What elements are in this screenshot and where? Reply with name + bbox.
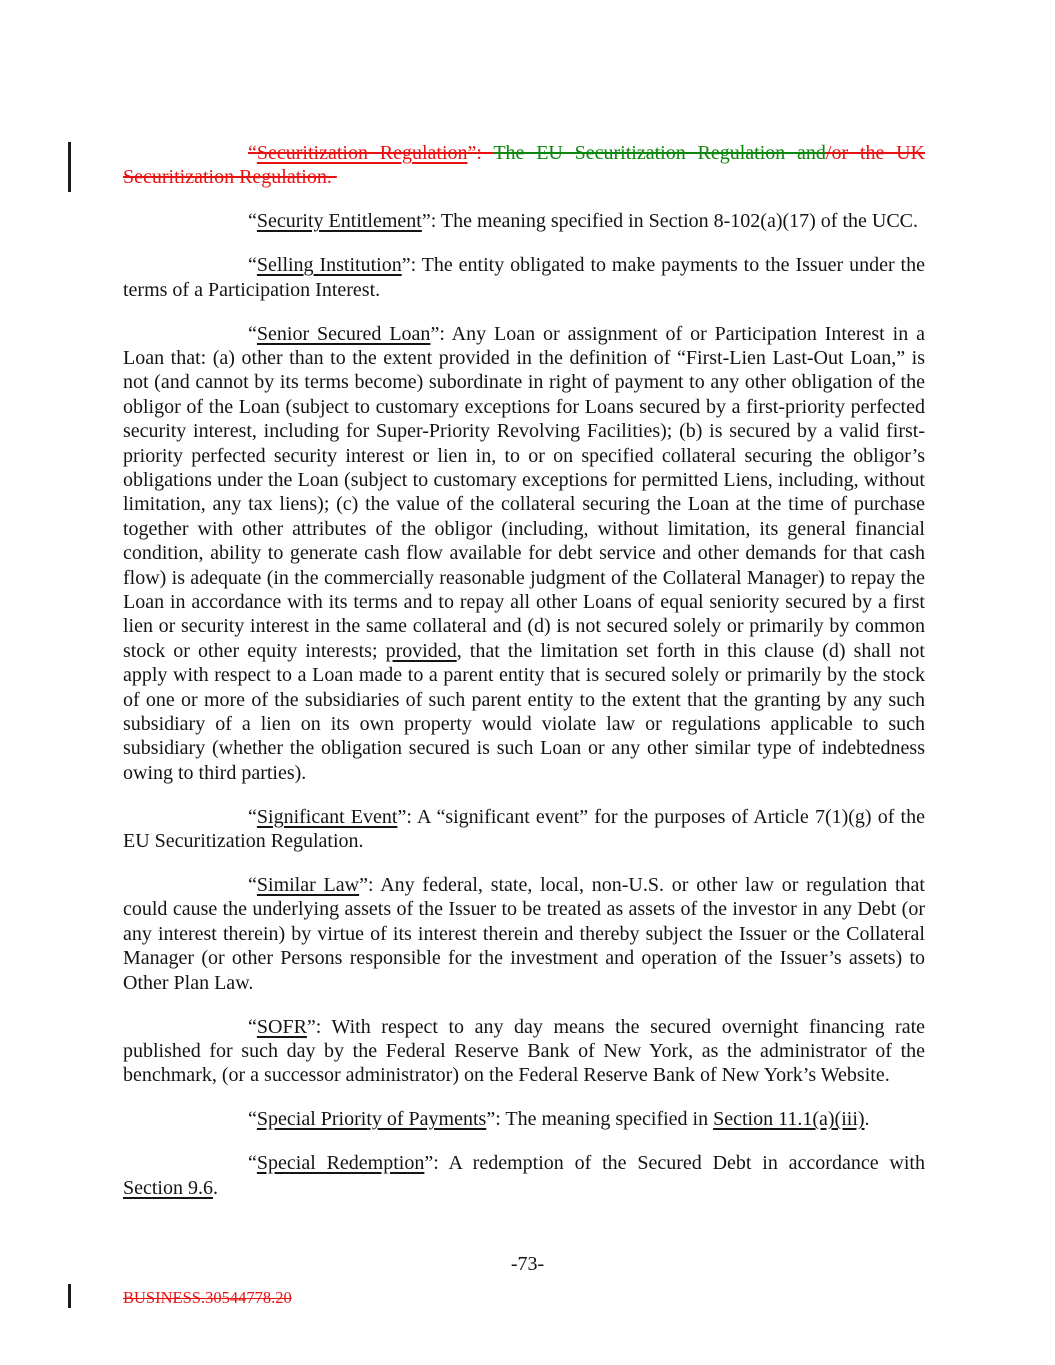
text-segment: Section 11.1(a)(iii)	[713, 1108, 865, 1131]
paragraph-significant-event	[123, 805, 925, 854]
footer-doc-id: BUSINESS.30544778.20	[123, 1288, 292, 1307]
text-segment: Special Redemption	[256, 1152, 425, 1175]
paragraph-selling-institution	[123, 253, 925, 302]
text-segment: “	[248, 1108, 257, 1131]
page-number: -73-	[510, 1253, 545, 1275]
text-segment: SOFR	[256, 1015, 307, 1038]
text-segment: ”: Any Loan or assignment of or Participation Interest in a Loan that: (a) other than to the extent provided in the definition of “First-Lien Last-Out Loan,” is not (and cannot by its terms become) subordinate in right of payment to any other obligation of the obligor of the Loan (subject to customary exceptions for Loans secured by a first-priority perfected security interest, including for Super-Priority Revolving Facilities); (b) is secured by a valid first-priority perfected security interest or lien in, to or on specified collateral securing the obligor’s obligations under the Loan (subject to customary exceptions for permitted Liens, including, without limitation, any tax liens); (c) the value of the collateral securing the Loan at the time of purchase together with other attributes of the obligor (including, without limitation, its general financial condition, ability to generate cash flow available for debt service and other demands for that cash flow) is adequate (in the commercially reasonable judgment of the Collateral Manager) to repay the Loan in accordance with its terms and to repay all other Loans of equal seniority secured by a first lien or security interest in the same collateral and (d) is not secured solely or primarily by common stock or other equity interests;	[123, 322, 925, 662]
text-segment: “	[248, 874, 257, 897]
paragraph-securitization-regulation	[123, 141, 925, 190]
text-segment: “	[248, 254, 257, 277]
text-segment: Significant Event	[256, 805, 398, 828]
paragraph-security-entitlement	[123, 209, 925, 233]
paragraph-senior-secured-loan	[123, 322, 925, 786]
paragraph-special-redemption	[123, 1151, 925, 1200]
text-segment: “	[248, 1152, 257, 1175]
text-segment: “	[248, 322, 257, 345]
text-segment: “	[248, 1015, 257, 1038]
text-segment: ”: A “significant event” for the purposes of Article 7(1)(g) of the EU Securitization Regulation.	[123, 805, 925, 853]
text-segment: , that the limitation set forth in this clause (d) shall not apply with respect to a Loan made to a parent entity that is secured solely or primarily by the stock of one or more of the subsidiaries of such parent entity to the extent that the granting by any such subsidiary of a lien on its own property would violate law or regulations applicable to such subsidiary (whether the obligation secured is such Loan or any other similar type of indebtedness owing to third parties).	[123, 639, 925, 784]
paragraph-sofr	[123, 1015, 925, 1088]
text-segment: ”: The entity obligated to make payments to the Issuer under the terms of a Participation Interest.	[123, 254, 925, 301]
text-segment: ”: With respect to any day means the secured overnight financing rate published for such day by the Federal Reserve Bank of New York, as the administrator of the benchmark, (or a successor administrator) on the Federal Reserve Bank of New York’s Website.	[123, 1015, 925, 1087]
text-segment: ”:	[467, 142, 494, 164]
text-segment: ”: A redemption of the Secured Debt in accordance with	[424, 1152, 925, 1175]
text-segment: “	[248, 805, 257, 828]
text-segment: “	[248, 142, 257, 164]
text-segment: provided	[385, 639, 457, 662]
text-segment: Securitization Regulation	[256, 142, 468, 164]
paragraph-special-priority-of-payments	[123, 1107, 925, 1131]
text-segment: ”: Any federal, state, local, non-U.S. or other law or regulation that could cause the underlying assets of the Issuer to be treated as assets of the investor in any Debt (or any interest therein) by virtue of its interest therein and thereby subject the Issuer or the Collateral Manager (or other Persons responsible for the investment and operation of the Issuer’s assets) to Other Plan Law.	[123, 874, 925, 994]
text-segment: “	[248, 210, 257, 233]
text-segment: ”: The meaning specified in Section 8-102(a)(17) of the UCC.	[421, 210, 919, 233]
text-segment: Section 9.6	[123, 1176, 213, 1199]
text-segment: .	[864, 1108, 870, 1131]
text-segment: Selling Institution	[256, 254, 402, 277]
paragraph-similar-law	[123, 873, 925, 995]
text-segment: ”: The meaning specified in	[486, 1108, 714, 1131]
text-segment: Security Entitlement	[256, 210, 422, 233]
text-segment: .	[213, 1176, 218, 1199]
document-body	[123, 141, 925, 1220]
change-bar-deleted-paragraph	[68, 142, 71, 192]
text-segment: /or the UK Securitization Regulation.	[123, 142, 925, 189]
text-segment: Similar Law	[256, 874, 360, 897]
text-segment: Special Priority of Payments	[256, 1108, 487, 1131]
text-segment: The EU Securitization Regulation and	[493, 142, 826, 164]
change-bar-footer	[68, 1284, 71, 1308]
text-segment: Senior Secured Loan	[256, 322, 431, 345]
